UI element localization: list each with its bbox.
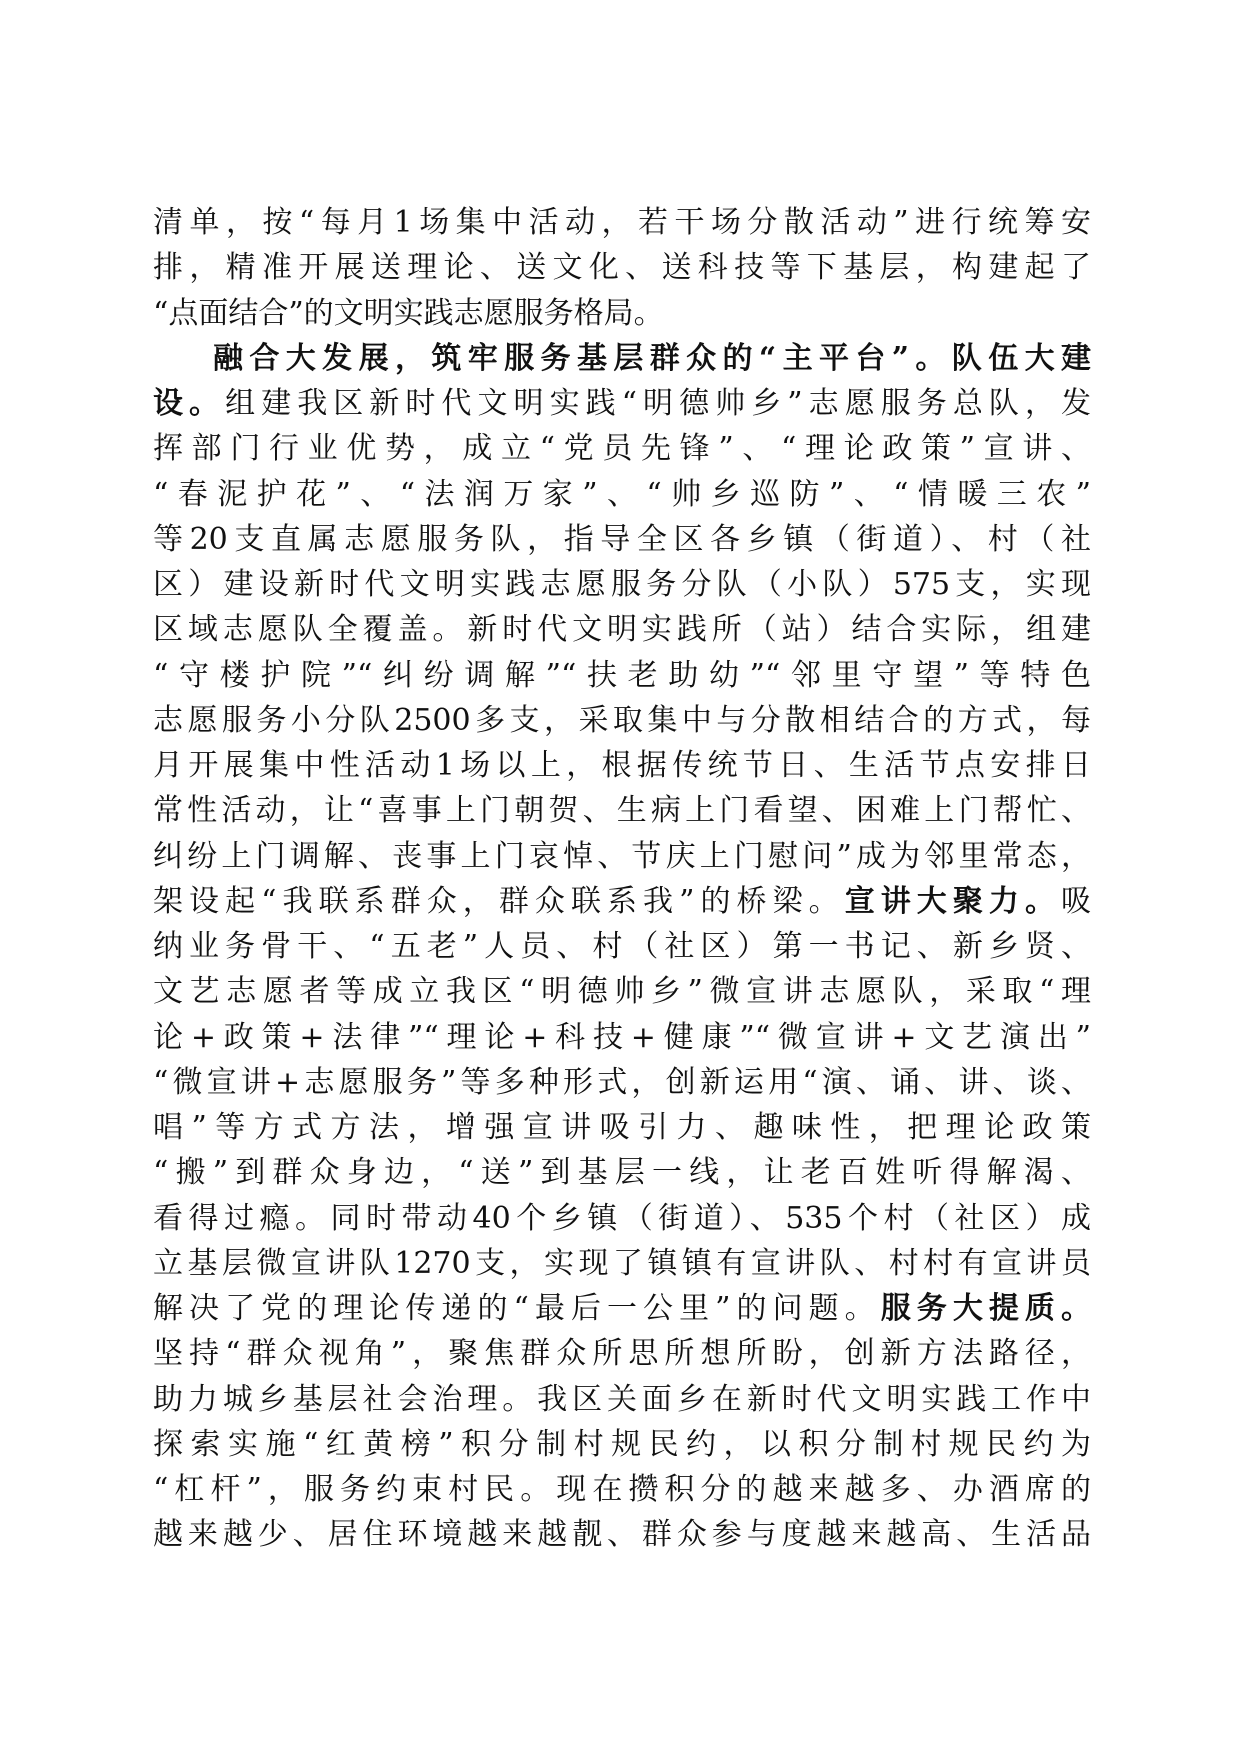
text-line: “微宣讲+志愿服务”等多种形式，创新运用“演、诵、讲、谈、: [153, 1064, 1091, 1100]
text-line: 立基层微宣讲队1270支，实现了镇镇有宣讲队、村村有宣讲员: [153, 1245, 1091, 1281]
text-line: 挥部门行业优势，成立“党员先锋”、“理论政策”宣讲、: [153, 431, 1091, 467]
text-line: 月开展集中性活动1场以上，根据传统节日、生活节点安排日: [153, 748, 1091, 783]
text-line: 看得过瘾。同时带动40个乡镇（街道）、535个村（社区）成: [153, 1200, 1091, 1236]
text-line: 常性活动，让“喜事上门朝贺、生病上门看望、困难上门帮忙、: [153, 793, 1091, 829]
text-line: 文艺志愿者等成立我区“明德帅乡”微宣讲志愿队，采取“理: [153, 974, 1091, 1010]
text-line: “守楼护院”“纠纷调解”“扶老助幼”“邻里守望”等特色: [153, 657, 1091, 693]
text-line: 纳业务骨干、“五老”人员、村（社区）第一书记、新乡贤、: [153, 929, 1091, 964]
text-line: 助力城乡基层社会治理。我区关面乡在新时代文明实践工作中: [153, 1381, 1091, 1417]
text-line: 志愿服务小分队2500多支，采取集中与分散相结合的方式，每: [153, 702, 1091, 738]
text-line: 解决了党的理论传递的“最后一公里”的问题。服务大提质。: [153, 1291, 1091, 1326]
text-line: “杠杆”，服务约束村民。现在攒积分的越来越多、办酒席的: [153, 1472, 1091, 1507]
text-line: 坚持“群众视角”，聚焦群众所思所想所盼，创新方法路径，: [153, 1336, 1091, 1372]
text-line: 探索实施“红黄榜”积分制村规民约，以积分制村规民约为: [153, 1426, 1091, 1462]
text-line: 排，精准开展送理论、送文化、送科技等下基层，构建起了: [153, 250, 1091, 286]
text-line: “春泥护花”、“法润万家”、“帅乡巡防”、“情暖三农”: [153, 476, 1091, 512]
text-line: 区域志愿队全覆盖。新时代文明实践所（站）结合实际，组建: [153, 612, 1091, 648]
text-line: 唱”等方式方法，增强宣讲吸引力、趣味性，把理论政策: [153, 1110, 1091, 1145]
text-line: 越来越少、居住环境越来越靓、群众参与度越来越高、生活品: [153, 1517, 1091, 1553]
text-line: 设。组建我区新时代文明实践“明德帅乡”志愿服务总队，发: [153, 386, 1091, 421]
text-line: 区）建设新时代文明实践志愿服务分队（小队）575支，实现: [153, 567, 1091, 602]
text-line: 等20支直属志愿服务队，指导全区各乡镇（街道）、村（社: [153, 521, 1091, 557]
text-line: 清单，按“每月1场集中活动，若干场分散活动”进行统筹安: [153, 205, 1091, 240]
text-line: 架设起“我联系群众，群众联系我”的桥梁。宣讲大聚力。吸: [153, 883, 1091, 919]
body-text: [153, 200, 1091, 1558]
text-line: 论+政策+法律”“理论+科技+健康”“微宣讲+文艺演出”: [153, 1019, 1091, 1055]
text-line: 纠纷上门调解、丧事上门哀悼、节庆上门慰问”成为邻里常态，: [153, 838, 1091, 874]
text-line: “点面结合”的文明实践志愿服务格局。: [153, 295, 664, 331]
text-line: “搬”到群众身边，“送”到基层一线，让老百姓听得解渴、: [153, 1155, 1091, 1191]
section-heading-line: 融合大发展，筑牢服务基层群众的“主平台”。队伍大建: [213, 340, 1091, 376]
